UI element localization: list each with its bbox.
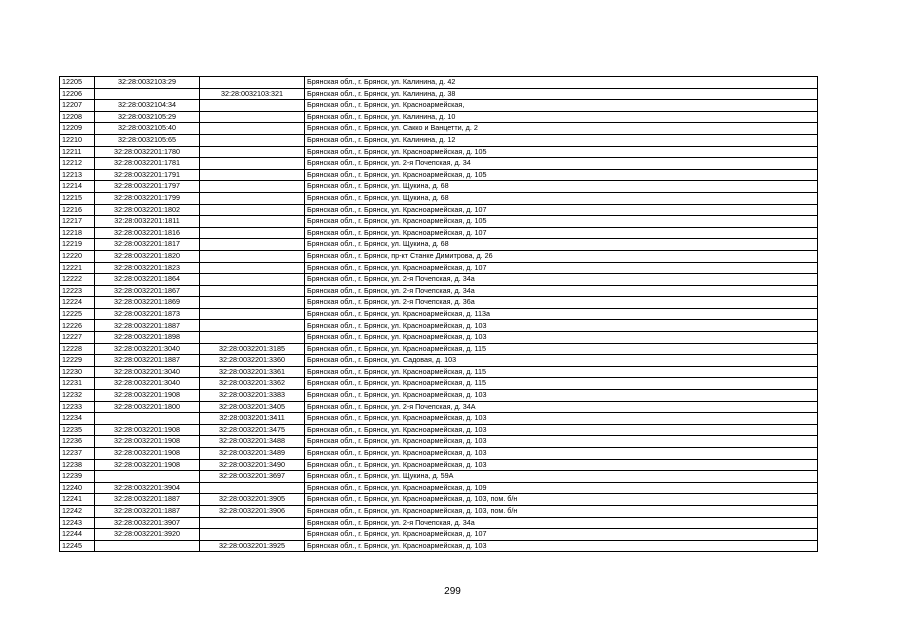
table-row [60, 424, 818, 436]
row-number-cell: 12220 [60, 250, 95, 262]
row-number-cell: 12216 [60, 204, 95, 216]
cadastral-number-cell: 32:28:0032201:1887 [95, 355, 200, 367]
linked-cadastral-number-cell: 32:28:0032103:321 [200, 88, 305, 100]
address-cell: Брянская обл., г. Брянск, ул. Щукина, д. 68 [305, 239, 818, 251]
cadastral-number-cell: 32:28:0032201:1864 [95, 274, 200, 286]
linked-cadastral-number-cell [200, 192, 305, 204]
row-number-cell: 12222 [60, 274, 95, 286]
cadastral-number-cell: 32:28:0032105:65 [95, 134, 200, 146]
table-row [60, 355, 818, 367]
cadastral-number-cell: 32:28:0032201:1802 [95, 204, 200, 216]
row-number-cell: 12206 [60, 88, 95, 100]
row-number-cell: 12211 [60, 146, 95, 158]
linked-cadastral-number-cell [200, 239, 305, 251]
address-cell: Брянская обл., г. Брянск, ул. Калинина, д. 10 [305, 111, 818, 123]
linked-cadastral-number-cell: 32:28:0032201:3411 [200, 413, 305, 425]
linked-cadastral-number-cell [200, 158, 305, 170]
page-number: 299 [444, 586, 461, 597]
address-cell: Брянская обл., г. Брянск, ул. Красноармейская, д. 103 [305, 413, 818, 425]
cadastral-number-cell: 32:28:0032201:1797 [95, 181, 200, 193]
linked-cadastral-number-cell [200, 285, 305, 297]
table-row [60, 134, 818, 146]
cadastral-number-cell: 32:28:0032201:1908 [95, 436, 200, 448]
cadastral-number-cell: 32:28:0032201:1869 [95, 297, 200, 309]
table-row [60, 274, 818, 286]
cadastral-number-cell: 32:28:0032201:3040 [95, 366, 200, 378]
cadastral-number-cell: 32:28:0032201:1823 [95, 262, 200, 274]
table-row [60, 111, 818, 123]
address-cell: Брянская обл., г. Брянск, ул. 2-я Почепская, д. 36а [305, 297, 818, 309]
table-row [60, 436, 818, 448]
row-number-cell: 12205 [60, 77, 95, 89]
row-number-cell: 12210 [60, 134, 95, 146]
address-cell: Брянская обл., г. Брянск, ул. Калинина, д. 38 [305, 88, 818, 100]
cadastral-number-cell: 32:28:0032103:29 [95, 77, 200, 89]
address-cell: Брянская обл., г. Брянск, ул. Красноармейская, д. 113а [305, 308, 818, 320]
address-cell: Брянская обл., г. Брянск, ул. 2-я Почепская, д. 34 [305, 158, 818, 170]
row-number-cell: 12225 [60, 308, 95, 320]
cadastral-number-cell: 32:28:0032201:1908 [95, 424, 200, 436]
cadastral-number-cell [95, 471, 200, 483]
address-cell: Брянская обл., г. Брянск, ул. Красноармейская, д. 105 [305, 169, 818, 181]
cadastral-number-cell: 32:28:0032201:1820 [95, 250, 200, 262]
linked-cadastral-number-cell [200, 216, 305, 228]
address-cell: Брянская обл., г. Брянск, ул. Щукина, д. 68 [305, 192, 818, 204]
address-cell: Брянская обл., г. Брянск, ул. Красноармейская, д. 107 [305, 529, 818, 541]
linked-cadastral-number-cell [200, 320, 305, 332]
linked-cadastral-number-cell: 32:28:0032201:3405 [200, 401, 305, 413]
row-number-cell: 12227 [60, 332, 95, 344]
table-row [60, 204, 818, 216]
table-row [60, 158, 818, 170]
address-cell: Брянская обл., г. Брянск, ул. Красноармейская, д. 103, пом. б/н [305, 494, 818, 506]
address-cell: Брянская обл., г. Брянск, ул. Красноармейская, д. 103 [305, 320, 818, 332]
row-number-cell: 12241 [60, 494, 95, 506]
table-row [60, 100, 818, 112]
table-row [60, 505, 818, 517]
linked-cadastral-number-cell: 32:28:0032201:3361 [200, 366, 305, 378]
address-cell: Брянская обл., г. Брянск, ул. 2-я Почепская, д. 34а [305, 285, 818, 297]
linked-cadastral-number-cell [200, 227, 305, 239]
linked-cadastral-number-cell: 32:28:0032201:3360 [200, 355, 305, 367]
table-row [60, 540, 818, 552]
linked-cadastral-number-cell [200, 146, 305, 158]
table-row [60, 378, 818, 390]
address-cell: Брянская обл., г. Брянск, ул. Красноармейская, д. 115 [305, 366, 818, 378]
table-row [60, 494, 818, 506]
linked-cadastral-number-cell [200, 274, 305, 286]
row-number-cell: 12228 [60, 343, 95, 355]
linked-cadastral-number-cell [200, 250, 305, 262]
row-number-cell: 12214 [60, 181, 95, 193]
row-number-cell: 12224 [60, 297, 95, 309]
address-cell: Брянская обл., г. Брянск, ул. Красноармейская, д. 109 [305, 482, 818, 494]
cadastral-number-cell: 32:28:0032201:3904 [95, 482, 200, 494]
cadastral-number-cell: 32:28:0032201:1898 [95, 332, 200, 344]
linked-cadastral-number-cell: 32:28:0032201:3925 [200, 540, 305, 552]
cadastral-number-cell [95, 88, 200, 100]
linked-cadastral-number-cell [200, 134, 305, 146]
address-cell: Брянская обл., г. Брянск, ул. Красноармейская, д. 103 [305, 436, 818, 448]
row-number-cell: 12219 [60, 239, 95, 251]
address-cell: Брянская обл., г. Брянск, ул. Щукина, д. 59А [305, 471, 818, 483]
cadastral-number-cell: 32:28:0032201:1799 [95, 192, 200, 204]
table-row [60, 250, 818, 262]
address-cell: Брянская обл., г. Брянск, ул. Красноармейская, [305, 100, 818, 112]
row-number-cell: 12221 [60, 262, 95, 274]
cadastral-number-cell: 32:28:0032201:3040 [95, 343, 200, 355]
cadastral-number-cell: 32:28:0032201:1780 [95, 146, 200, 158]
linked-cadastral-number-cell [200, 100, 305, 112]
linked-cadastral-number-cell: 32:28:0032201:3906 [200, 505, 305, 517]
table-row [60, 401, 818, 413]
row-number-cell: 12239 [60, 471, 95, 483]
address-cell: Брянская обл., г. Брянск, ул. Красноармейская, д. 115 [305, 343, 818, 355]
linked-cadastral-number-cell: 32:28:0032201:3905 [200, 494, 305, 506]
cadastral-number-cell: 32:28:0032201:1887 [95, 494, 200, 506]
linked-cadastral-number-cell [200, 297, 305, 309]
linked-cadastral-number-cell [200, 517, 305, 529]
address-cell: Брянская обл., г. Брянск, ул. Красноармейская, д. 103 [305, 424, 818, 436]
address-cell: Брянская обл., г. Брянск, ул. Красноармейская, д. 107 [305, 262, 818, 274]
linked-cadastral-number-cell [200, 204, 305, 216]
table-row [60, 285, 818, 297]
address-cell: Брянская обл., г. Брянск, ул. Красноармейская, д. 103 [305, 448, 818, 460]
address-cell: Брянская обл., г. Брянск, ул. Красноармейская, д. 105 [305, 216, 818, 228]
table-row [60, 192, 818, 204]
cadastral-number-cell: 32:28:0032104:34 [95, 100, 200, 112]
address-cell: Брянская обл., г. Брянск, ул. Щукина, д. 68 [305, 181, 818, 193]
row-number-cell: 12217 [60, 216, 95, 228]
address-cell: Брянская обл., г. Брянск, ул. 2-я Почепская, д. 34А [305, 401, 818, 413]
cadastral-number-cell: 32:28:0032201:1781 [95, 158, 200, 170]
row-number-cell: 12215 [60, 192, 95, 204]
cadastral-number-cell [95, 540, 200, 552]
row-number-cell: 12212 [60, 158, 95, 170]
address-cell: Брянская обл., г. Брянск, ул. Красноармейская, д. 103 [305, 540, 818, 552]
linked-cadastral-number-cell [200, 308, 305, 320]
cadastral-number-cell: 32:28:0032201:1887 [95, 505, 200, 517]
cadastral-number-cell: 32:28:0032201:1873 [95, 308, 200, 320]
registry-table [59, 76, 818, 552]
row-number-cell: 12229 [60, 355, 95, 367]
cadastral-number-cell: 32:28:0032201:1816 [95, 227, 200, 239]
cadastral-number-cell: 32:28:0032201:3920 [95, 529, 200, 541]
table-row [60, 262, 818, 274]
table-row [60, 146, 818, 158]
row-number-cell: 12226 [60, 320, 95, 332]
row-number-cell: 12237 [60, 448, 95, 460]
linked-cadastral-number-cell [200, 482, 305, 494]
table-row [60, 169, 818, 181]
cadastral-number-cell: 32:28:0032201:1908 [95, 448, 200, 460]
linked-cadastral-number-cell: 32:28:0032201:3490 [200, 459, 305, 471]
table-row [60, 239, 818, 251]
cadastral-number-cell: 32:28:0032201:3040 [95, 378, 200, 390]
row-number-cell: 12208 [60, 111, 95, 123]
table-row [60, 123, 818, 135]
address-cell: Брянская обл., г. Брянск, ул. Садовая, д. 103 [305, 355, 818, 367]
address-cell: Брянская обл., г. Брянск, пр-кт Станке Димитрова, д. 26 [305, 250, 818, 262]
row-number-cell: 12236 [60, 436, 95, 448]
address-cell: Брянская обл., г. Брянск, ул. Калинина, д. 12 [305, 134, 818, 146]
row-number-cell: 12223 [60, 285, 95, 297]
table-row [60, 366, 818, 378]
row-number-cell: 12230 [60, 366, 95, 378]
cadastral-number-cell: 32:28:0032201:1817 [95, 239, 200, 251]
table-row [60, 320, 818, 332]
table-row [60, 88, 818, 100]
table-row [60, 297, 818, 309]
registry-table-body [60, 77, 818, 552]
linked-cadastral-number-cell: 32:28:0032201:3383 [200, 390, 305, 402]
row-number-cell: 12209 [60, 123, 95, 135]
address-cell: Брянская обл., г. Брянск, ул. Красноармейская, д. 107 [305, 204, 818, 216]
cadastral-number-cell: 32:28:0032201:1800 [95, 401, 200, 413]
row-number-cell: 12234 [60, 413, 95, 425]
address-cell: Брянская обл., г. Брянск, ул. 2-я Почепская, д. 34а [305, 517, 818, 529]
cadastral-number-cell: 32:28:0032201:1908 [95, 459, 200, 471]
table-row [60, 448, 818, 460]
row-number-cell: 12207 [60, 100, 95, 112]
linked-cadastral-number-cell: 32:28:0032201:3362 [200, 378, 305, 390]
cadastral-number-cell: 32:28:0032201:1811 [95, 216, 200, 228]
row-number-cell: 12233 [60, 401, 95, 413]
cadastral-number-cell: 32:28:0032201:1791 [95, 169, 200, 181]
table-row [60, 308, 818, 320]
row-number-cell: 12240 [60, 482, 95, 494]
table-row [60, 227, 818, 239]
cadastral-number-cell: 32:28:0032105:29 [95, 111, 200, 123]
table-row [60, 216, 818, 228]
table-row [60, 459, 818, 471]
address-cell: Брянская обл., г. Брянск, ул. Красноармейская, д. 105 [305, 146, 818, 158]
address-cell: Брянская обл., г. Брянск, ул. Калинина, д. 42 [305, 77, 818, 89]
row-number-cell: 12213 [60, 169, 95, 181]
linked-cadastral-number-cell: 32:28:0032201:3697 [200, 471, 305, 483]
cadastral-number-cell: 32:28:0032201:1908 [95, 390, 200, 402]
row-number-cell: 12238 [60, 459, 95, 471]
linked-cadastral-number-cell: 32:28:0032201:3475 [200, 424, 305, 436]
cadastral-number-cell: 32:28:0032201:1867 [95, 285, 200, 297]
table-row [60, 181, 818, 193]
table-row [60, 529, 818, 541]
linked-cadastral-number-cell [200, 123, 305, 135]
table-row [60, 471, 818, 483]
table-row [60, 413, 818, 425]
table-row [60, 390, 818, 402]
table-row [60, 482, 818, 494]
address-cell: Брянская обл., г. Брянск, ул. Сакко и Ванцетти, д. 2 [305, 123, 818, 135]
table-row [60, 332, 818, 344]
linked-cadastral-number-cell [200, 111, 305, 123]
row-number-cell: 12231 [60, 378, 95, 390]
cadastral-number-cell [95, 413, 200, 425]
row-number-cell: 12235 [60, 424, 95, 436]
row-number-cell: 12245 [60, 540, 95, 552]
address-cell: Брянская обл., г. Брянск, ул. Красноармейская, д. 115 [305, 378, 818, 390]
table-row [60, 517, 818, 529]
row-number-cell: 12244 [60, 529, 95, 541]
address-cell: Брянская обл., г. Брянск, ул. Красноармейская, д. 103 [305, 459, 818, 471]
linked-cadastral-number-cell: 32:28:0032201:3488 [200, 436, 305, 448]
address-cell: Брянская обл., г. Брянск, ул. Красноармейская, д. 103, пом. б/н [305, 505, 818, 517]
cadastral-number-cell: 32:28:0032201:3907 [95, 517, 200, 529]
linked-cadastral-number-cell [200, 529, 305, 541]
linked-cadastral-number-cell [200, 181, 305, 193]
linked-cadastral-number-cell: 32:28:0032201:3489 [200, 448, 305, 460]
row-number-cell: 12242 [60, 505, 95, 517]
address-cell: Брянская обл., г. Брянск, ул. Красноармейская, д. 103 [305, 332, 818, 344]
address-cell: Брянская обл., г. Брянск, ул. Красноармейская, д. 103 [305, 390, 818, 402]
row-number-cell: 12232 [60, 390, 95, 402]
table-row [60, 77, 818, 89]
table-row [60, 343, 818, 355]
linked-cadastral-number-cell [200, 169, 305, 181]
linked-cadastral-number-cell [200, 77, 305, 89]
linked-cadastral-number-cell [200, 332, 305, 344]
linked-cadastral-number-cell [200, 262, 305, 274]
row-number-cell: 12218 [60, 227, 95, 239]
address-cell: Брянская обл., г. Брянск, ул. 2-я Почепская, д. 34а [305, 274, 818, 286]
cadastral-number-cell: 32:28:0032201:1887 [95, 320, 200, 332]
address-cell: Брянская обл., г. Брянск, ул. Красноармейская, д. 107 [305, 227, 818, 239]
linked-cadastral-number-cell: 32:28:0032201:3185 [200, 343, 305, 355]
cadastral-number-cell: 32:28:0032105:40 [95, 123, 200, 135]
row-number-cell: 12243 [60, 517, 95, 529]
